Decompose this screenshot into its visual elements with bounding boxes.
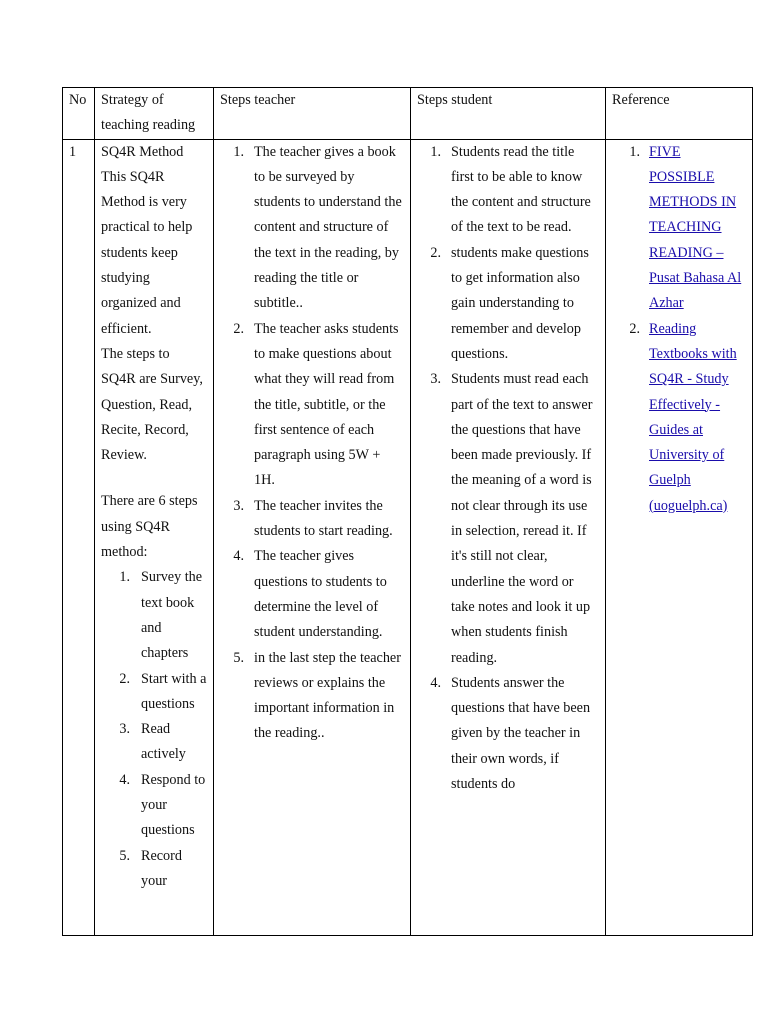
list-item: 3. Students must read each part of the text to answer the questions that have been made previously. If the meaning of a word is not clear through its use in selection, reread it. If it's still not clear, underline the word or take notes and look it up when students finish reading. xyxy=(430,371,593,666)
reference-link-five-methods[interactable]: FIVE POSSIBLE METHODS IN TEACHING READING – Pusat Bahasa Al Azhar xyxy=(649,143,742,312)
list-item: 1. Survey the text book and chapters xyxy=(119,569,203,662)
cell-steps-teacher xyxy=(214,139,411,935)
header-steps-teacher: Steps teacher xyxy=(214,88,411,140)
header-row xyxy=(63,88,753,140)
list-item: 4. Students answer the questions that have been given by the teacher in their own words, if students do xyxy=(430,674,591,793)
cell-strategy xyxy=(95,139,214,935)
cell-steps-student xyxy=(411,139,606,935)
cell-no xyxy=(63,139,95,935)
list-item: 2. students make questions to get information also gain understanding to remember and develop questions. xyxy=(430,244,589,362)
header-reference: Reference xyxy=(606,88,753,140)
strategy-intro: SQ4R Method This SQ4R Method is very practical to help students keep studying organized and efficient. xyxy=(101,143,193,337)
list-item: 4. Respond to your questions xyxy=(119,771,206,839)
list-item: 3. Read actively xyxy=(119,721,186,763)
cell-reference xyxy=(606,139,753,935)
strategy-list-intro: There are 6 steps using SQ4R method: xyxy=(101,493,198,561)
reference-list xyxy=(612,140,746,519)
list-item: 1. The teacher gives a book to be surveyed by students to understand the content and structure of the text in the reading, by reading the title or subtitle.. xyxy=(233,143,402,312)
header-steps-student: Steps student xyxy=(411,88,606,140)
strategy-steps-intro: The steps to SQ4R are Survey, Question, Read, Recite, Record, Review. xyxy=(101,345,203,464)
list-item: 2. Start with a questions xyxy=(119,670,207,712)
list-item: 1. FIVE POSSIBLE METHODS IN TEACHING READING – Pusat Bahasa Al Azhar xyxy=(612,140,746,317)
list-item: 2. Reading Textbooks with SQ4R - Study Effectively - Guides at University of Guelph (uoguelph.ca) xyxy=(612,317,746,519)
list-item: 5. Record your xyxy=(119,847,182,889)
student-steps-list xyxy=(417,140,599,798)
table-row xyxy=(63,139,753,935)
header-strategy: Strategy of teaching reading xyxy=(95,88,214,140)
list-item: 1. Students read the title first to be able to know the content and structure of the text to be read. xyxy=(430,143,591,236)
header-no: No xyxy=(63,88,95,140)
row-number: 1 xyxy=(69,143,77,160)
list-item: 2. The teacher asks students to make questions about what they will read from the title, subtitle, or the first sentence of each paragraph using 5W + 1H. xyxy=(233,320,399,489)
sq4r-table xyxy=(62,87,753,936)
list-item: 5. in the last step the teacher reviews or explains the important information in the reading.. xyxy=(233,649,401,742)
teacher-steps-list xyxy=(220,140,404,747)
reference-link-sq4r-guelph[interactable]: Reading Textbooks with SQ4R - Study Effectively - Guides at University of Guelph (uoguelph.ca) xyxy=(649,320,737,514)
strategy-steps-list xyxy=(101,565,207,894)
list-item: 4. The teacher gives questions to students to determine the level of student understanding. xyxy=(233,548,387,641)
list-item: 3. The teacher invites the students to start reading. xyxy=(233,497,393,540)
